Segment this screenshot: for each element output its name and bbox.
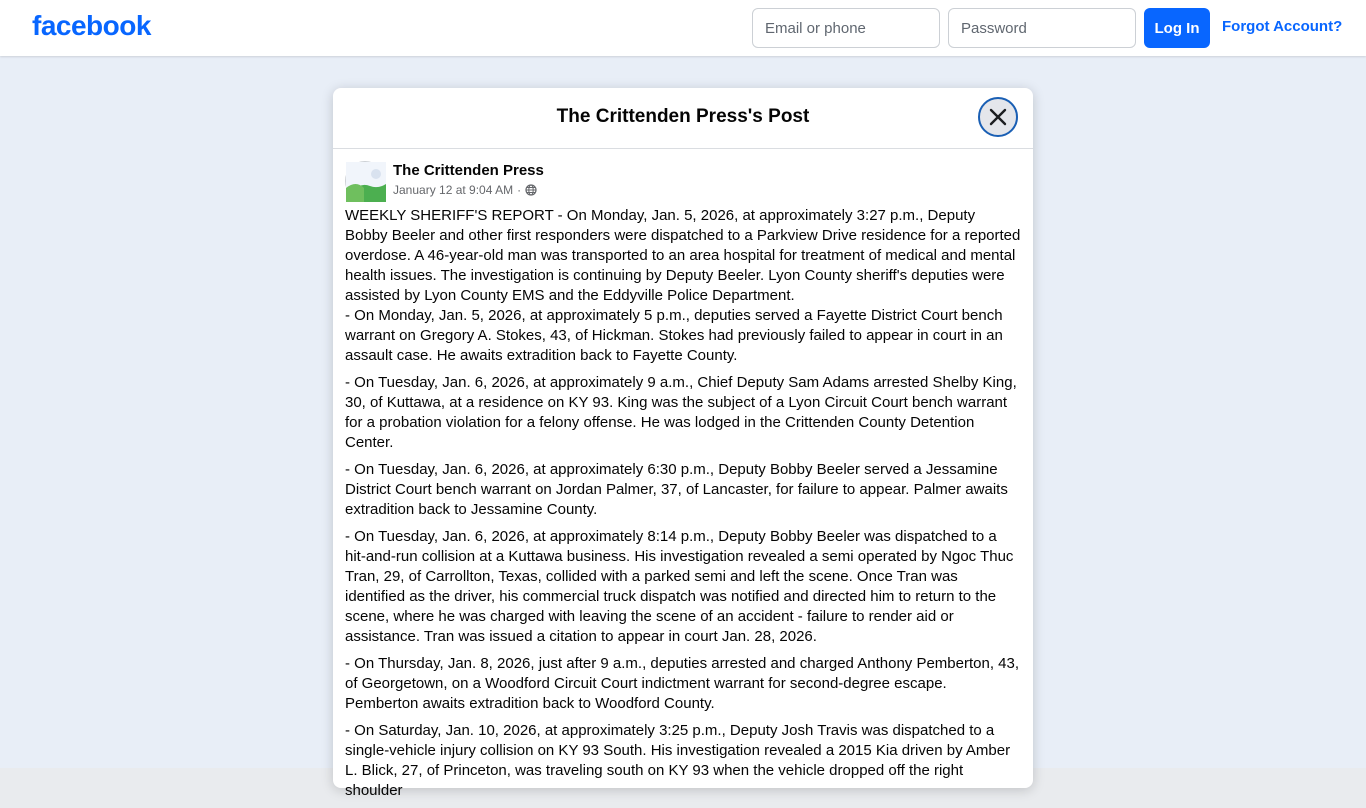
post-timestamp[interactable]: January 12 at 9:04 AM: [393, 183, 514, 197]
post-header: [345, 161, 1021, 203]
avatar[interactable]: [345, 161, 385, 201]
post-paragraph: - On Monday, Jan. 5, 2026, at approximately 5 p.m., deputies served a Fayette District Court bench warrant on Gregory A. Stokes, 43, of Hickman. Stokes had previously failed to appear in court in an assault case. He awaits extradition back to Fayette County.: [345, 307, 1003, 364]
forgot-account-link[interactable]: Forgot Account?: [1222, 18, 1343, 35]
post-paragraph: WEEKLY SHERIFF'S REPORT - On Monday, Jan. 5, 2026, at approximately 3:27 p.m., Deputy Bobby Beeler and other first responders were dispatched to a Parkview Drive residence for a reported overdose. A 46-year-old man was transported to an area hospital for treatment of medical and mental health issues. The investigation is continuing by Deputy Beeler. Lyon County sheriff's deputies were assisted by Lyon County EMS and the Eddyville Police Department.: [345, 207, 1021, 304]
password-input[interactable]: [948, 8, 1136, 48]
close-icon: [988, 107, 1008, 127]
post-meta: [393, 183, 537, 197]
post-paragraph: - On Tuesday, Jan. 6, 2026, at approximately 9 a.m., Chief Deputy Sam Adams arrested Shelby King, 30, of Kuttawa, at a residence on KY 93. King was the subject of a Lyon Circuit Court bench warrant for a probation violation for a felony offense. He was lodged in the Crittenden County Detention Center.: [345, 374, 1017, 451]
page-profile-picture-icon: [346, 162, 386, 202]
post-body: [345, 206, 1021, 808]
globe-icon: [525, 184, 537, 196]
email-input[interactable]: [752, 8, 940, 48]
login-button[interactable]: Log In: [1144, 8, 1210, 48]
post-paragraph: - On Thursday, Jan. 8, 2026, just after 9 a.m., deputies arrested and charged Anthony Pemberton, 43, of Georgetown, on a Woodford Circuit Court indictment warrant for second-degree escape. Pemberton awaits extradition back to Woodford County.: [345, 655, 1020, 712]
dialog-title: The Crittenden Press's Post: [556, 106, 810, 127]
close-button[interactable]: [978, 97, 1018, 137]
facebook-logo[interactable]: facebook: [32, 10, 151, 41]
post-paragraph: - On Tuesday, Jan. 6, 2026, at approximately 8:14 p.m., Deputy Bobby Beeler was dispatched to a hit-and-run collision at a Kuttawa business. His investigation revealed a semi operated by Ngoc Thuc Tran, 29, of Carrollton, Texas, collided with a parked semi and left the scene. Once Tran was identified as the driver, his commercial truck dispatch was notified and directed him to return to the scene, where he was charged with leaving the scene of an accident - failure to render aid or assistance. Tran was issued a citation to appear in court Jan. 28, 2026.: [345, 528, 1014, 645]
post-paragraph: - On Tuesday, Jan. 6, 2026, at approximately 6:30 p.m., Deputy Bobby Beeler served a Jessamine District Court bench warrant on Jordan Palmer, 37, of Lancaster, for failure to appear. Palmer awaits extradition back to Jessamine County.: [345, 461, 1008, 518]
dialog-header: [333, 88, 1033, 149]
post-author[interactable]: The Crittenden Press: [393, 162, 544, 179]
post-dialog: [333, 88, 1033, 799]
top-navigation-bar: [0, 0, 1366, 56]
meta-separator: ·: [517, 183, 522, 197]
post-paragraph: - On Saturday, Jan. 10, 2026, at approximately 3:25 p.m., Deputy Josh Travis was dispatched to a single-vehicle injury collision on KY 93 South. His investigation revealed a 2015 Kia driven by Amber L. Blick, 27, of Princeton, was traveling south on KY 93 when the vehicle dropped off the right shoulder: [345, 722, 1011, 799]
